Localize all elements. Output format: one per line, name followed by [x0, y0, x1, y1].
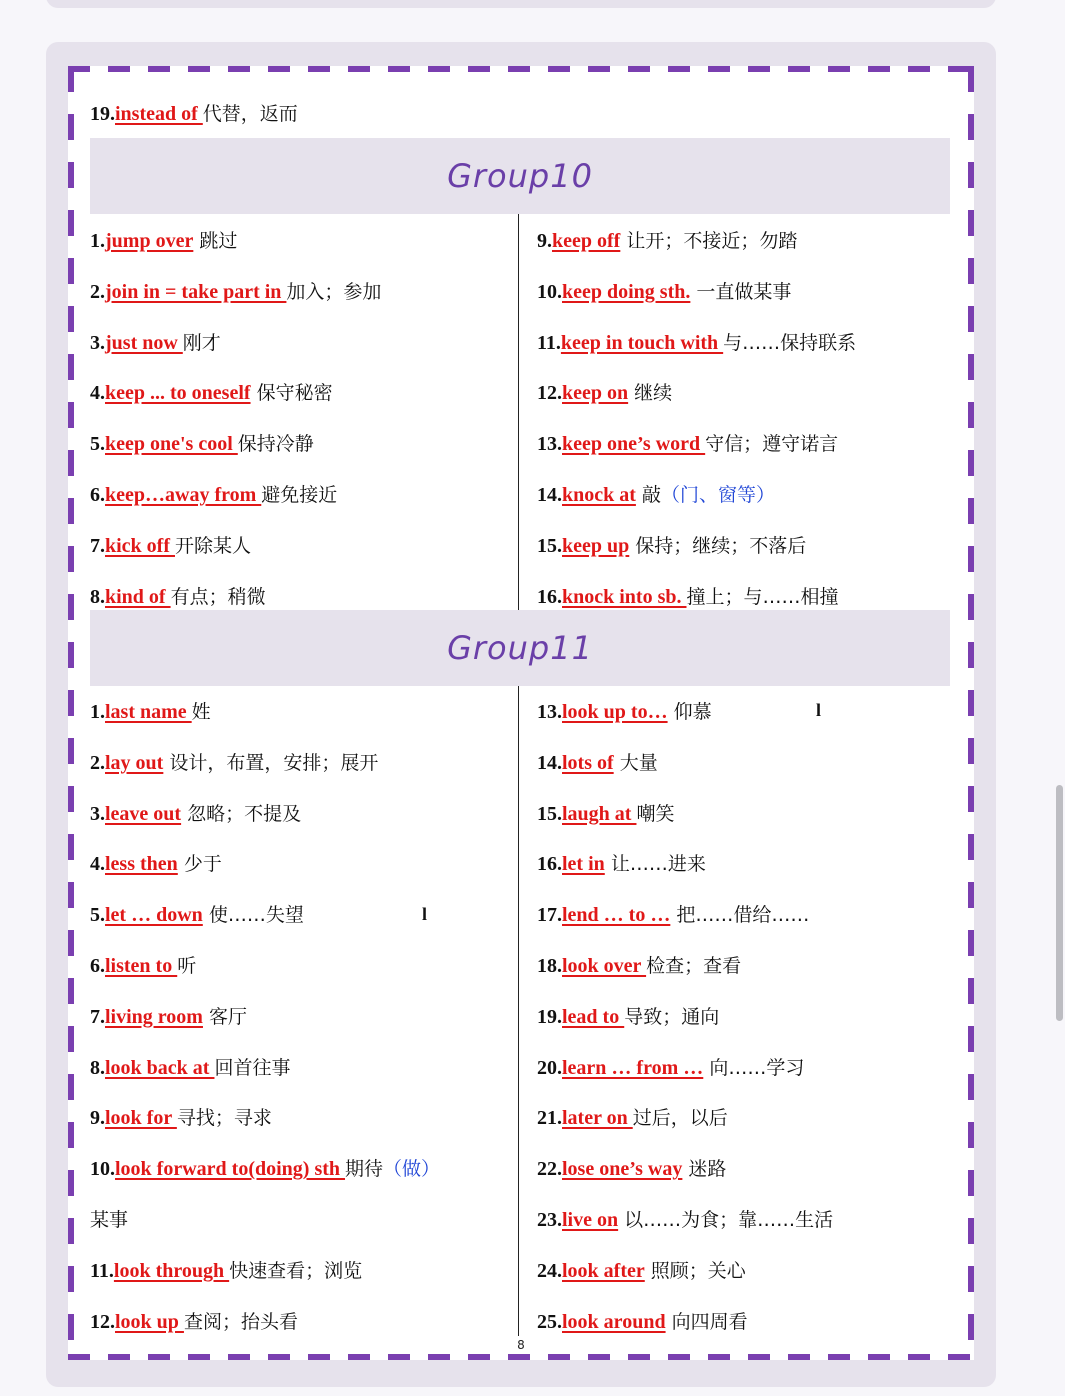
item-number: 12. [537, 382, 562, 405]
item-meaning: 期待 [345, 1158, 384, 1181]
dashed-border-left [68, 66, 74, 1360]
item-meaning: 代替，返而 [202, 103, 298, 125]
vocab-entry [90, 1157, 440, 1181]
item-number: 18. [537, 955, 562, 977]
vocab-entry [537, 1056, 804, 1080]
item-phrase: lend … to … [562, 904, 671, 927]
group10-title: Group10 [447, 157, 593, 195]
item-meaning: 快速查看；浏览 [229, 1259, 363, 1282]
item-number: 17. [537, 904, 562, 927]
vocab-entry [537, 852, 706, 876]
vocab-entry [90, 534, 251, 558]
vocab-entry [537, 381, 672, 405]
item-meaning: 守信；遵守诺言 [705, 433, 839, 456]
vocab-entry [537, 229, 797, 253]
item-meaning: 避免接近 [261, 484, 338, 506]
item-phrase: just now [105, 331, 183, 354]
vocab-entry [537, 585, 839, 609]
item-number: 2. [90, 280, 105, 303]
item-meaning: 保持；继续；不落后 [629, 534, 807, 557]
item-number: 4. [90, 853, 105, 876]
item-phrase: lose one’s way [562, 1158, 683, 1181]
vocab-entry [90, 585, 266, 609]
vocab-entry [90, 1005, 247, 1029]
vocab-entry [537, 534, 806, 558]
vocab-entry [90, 751, 378, 775]
vocab-entry [90, 1310, 298, 1334]
item-meaning: 大量 [613, 751, 658, 774]
item-number: 9. [537, 230, 552, 252]
item-meaning: 一直做某事 [690, 280, 792, 303]
item-phrase: less then [105, 853, 178, 876]
item-meaning: 以……为食；靠……生活 [618, 1209, 834, 1231]
item-meaning: 忽略；不提及 [181, 802, 302, 825]
vocab-entry [537, 1310, 748, 1334]
item-phrase: join in = take part in [105, 280, 287, 303]
item-number: 25. [537, 1310, 562, 1333]
vocab-entry [537, 1259, 746, 1283]
item-phrase: keep ... to oneself [105, 382, 251, 405]
item-phrase: laugh at [562, 802, 637, 825]
item-number: 5. [90, 433, 105, 456]
item-number: 19. [537, 1005, 562, 1028]
vocab-entry [90, 1056, 290, 1080]
vocab-entry [90, 903, 304, 927]
vocab-entry [90, 229, 237, 253]
dashed-border-top [68, 66, 974, 72]
vocab-entry [537, 1208, 833, 1232]
vocab-entry [537, 432, 838, 456]
item-meaning: 向四周看 [665, 1310, 748, 1333]
item-number: 6. [90, 955, 105, 977]
page-number: 8 [517, 1338, 525, 1352]
item-number: 4. [90, 382, 105, 405]
item-meaning: 查阅；抬头看 [183, 1310, 298, 1333]
item-meaning: 检查；查看 [646, 955, 742, 977]
item-number: 15. [537, 802, 562, 825]
item-meaning: 向……学习 [703, 1056, 805, 1079]
item-number: 11. [90, 1259, 114, 1282]
item-number: 8. [90, 1056, 105, 1079]
item-phrase: kind of [105, 585, 171, 608]
item-number: 1. [90, 701, 105, 723]
item-phrase: lots of [562, 751, 614, 774]
item-meaning: 导致；通向 [624, 1005, 720, 1028]
group11-title: Group11 [447, 629, 593, 667]
item-phrase: jump over [105, 230, 194, 252]
item-number: 16. [537, 853, 562, 876]
item-phrase: listen to [105, 955, 178, 977]
item-phrase: look around [562, 1310, 666, 1333]
item-phrase: keep one's cool [105, 433, 238, 456]
item-phrase: later on [562, 1107, 633, 1130]
item-number: 7. [90, 534, 105, 557]
item-phrase: look after [562, 1259, 645, 1282]
item-number: 14. [537, 484, 562, 506]
item-meaning: 加入；参加 [286, 280, 382, 303]
item-phrase: keep on [562, 382, 629, 405]
vocab-entry [90, 483, 337, 507]
item-meaning: 继续 [628, 382, 673, 405]
item-phrase: keep…away from [105, 484, 262, 506]
vocabulary-page [68, 66, 974, 1360]
item-number: 13. [537, 433, 562, 456]
item-phrase: let in [562, 853, 605, 876]
vocab-entry [537, 1005, 719, 1029]
item-meaning: 敲 [635, 484, 661, 506]
item-meaning: 听 [177, 955, 197, 977]
item-meaning: 有点；稍微 [170, 585, 266, 608]
item-phrase: knock into sb. [562, 585, 687, 608]
item-meaning: 姓 [191, 701, 211, 723]
item-meaning: 嘲笑 [636, 802, 675, 825]
item-number: 12. [90, 1310, 115, 1333]
vocab-entry [537, 1157, 726, 1181]
group10-header [90, 138, 950, 214]
vocab-entry [537, 280, 791, 304]
item-meaning: 少于 [177, 853, 222, 876]
item-phrase: keep one’s word [562, 433, 706, 456]
item-meaning: 让……进来 [604, 853, 706, 876]
item-note: （做） [383, 1158, 441, 1181]
item-phrase: keep up [562, 534, 630, 557]
item-phrase: lay out [105, 751, 164, 774]
item-phrase: leave out [105, 802, 182, 825]
vocab-entry [90, 381, 333, 405]
item-phrase: knock at [562, 484, 636, 506]
item-meaning: 与……保持联系 [723, 331, 857, 354]
item-number: 14. [537, 751, 562, 774]
vocab-entry [90, 1259, 362, 1283]
group11-column-divider [518, 686, 519, 1336]
vocab-entry [537, 331, 856, 355]
stray-mark: l [816, 700, 822, 720]
item-phrase: learn … from … [562, 1056, 704, 1079]
item-meaning: 跳过 [193, 230, 238, 252]
item-meaning: 使……失望 [202, 904, 304, 927]
item-phrase: kick off [105, 534, 175, 557]
vocab-entry [537, 751, 658, 775]
item-phrase: lead to [562, 1005, 625, 1028]
vocab-entry [90, 280, 381, 304]
scrollbar-thumb[interactable] [1056, 785, 1063, 1021]
item-number: 10. [537, 280, 562, 303]
item-phrase: let … down [105, 904, 203, 927]
item-phrase: last name [105, 701, 192, 723]
item-number: 2. [90, 751, 105, 774]
item-meaning: 迷路 [682, 1158, 727, 1181]
vocab-entry [537, 802, 674, 826]
item-phrase: keep in touch with [560, 331, 724, 354]
intro-item [90, 102, 298, 126]
vocab-entry [90, 954, 196, 978]
item-number: 23. [537, 1209, 562, 1231]
stray-mark: l [422, 904, 428, 924]
item-phrase: live on [562, 1209, 619, 1231]
item-meaning: 寻找；寻求 [176, 1107, 272, 1130]
item-number: 21. [537, 1107, 562, 1130]
item-phrase: look up [115, 1310, 184, 1333]
item-number: 20. [537, 1056, 562, 1079]
item-number: 7. [90, 1005, 105, 1028]
vocab-entry [90, 1106, 272, 1130]
item-number: 5. [90, 904, 105, 927]
item-meaning: 回首往事 [214, 1056, 291, 1079]
item-number: 1. [90, 230, 105, 252]
vocab-entry [90, 331, 221, 355]
vocab-entry [90, 802, 301, 826]
item-number: 15. [537, 534, 562, 557]
vocab-entry [537, 954, 741, 978]
item-number: 3. [90, 331, 105, 354]
item-number: 9. [90, 1107, 105, 1130]
item-phrase: look for [105, 1107, 177, 1130]
item-meaning: 客厅 [202, 1005, 248, 1028]
item-phrase: living room [105, 1005, 203, 1028]
item-meaning: 设计，布置，安排；展开 [163, 751, 379, 774]
vocab-entry [537, 483, 775, 507]
item-meaning: 刚才 [182, 331, 221, 354]
item-meaning: 保持冷静 [237, 433, 314, 456]
item-note: （门、窗等） [660, 484, 775, 506]
item-meaning: 保守秘密 [250, 382, 333, 405]
item-number: 11. [537, 331, 561, 354]
item-number: 3. [90, 802, 105, 825]
vocab-entry [90, 1208, 128, 1232]
item-number: 8. [90, 585, 105, 608]
item-phrase: look forward to(doing) sth [115, 1158, 346, 1181]
item-meaning: 某事 [90, 1209, 129, 1231]
item-number: 16. [537, 585, 562, 608]
item-phrase: look up to… [562, 701, 668, 723]
item-phrase: look over [562, 955, 647, 977]
dashed-border-right [968, 66, 974, 1360]
item-phrase: look back at [105, 1056, 215, 1079]
item-meaning: 把……借给…… [670, 904, 810, 927]
vocab-entry [90, 700, 211, 724]
item-phrase: keep doing sth. [562, 280, 691, 303]
item-meaning: 开除某人 [175, 534, 252, 557]
item-meaning: 过后，以后 [632, 1107, 728, 1130]
item-number: 19. [90, 103, 115, 125]
item-phrase: keep off [552, 230, 621, 252]
item-meaning: 仰慕 [667, 701, 712, 723]
item-number: 22. [537, 1158, 562, 1181]
item-meaning: 让开；不接近；勿踏 [620, 230, 798, 252]
item-number: 24. [537, 1259, 562, 1282]
group11-header [90, 610, 950, 686]
vocab-entry [90, 432, 314, 456]
item-number: 10. [90, 1158, 115, 1181]
vocab-entry [537, 700, 712, 724]
item-number: 13. [537, 701, 562, 723]
item-phrase: instead of [115, 103, 203, 125]
previous-page-card [46, 0, 996, 8]
vocab-entry [537, 903, 809, 927]
vocab-entry [90, 852, 222, 876]
item-number: 6. [90, 484, 105, 506]
item-meaning: 照顾；关心 [644, 1259, 746, 1282]
dashed-border-bottom [68, 1354, 974, 1360]
item-phrase: look through [113, 1259, 230, 1282]
group10-column-divider [518, 214, 519, 610]
item-meaning: 撞上；与……相撞 [686, 585, 839, 608]
vocab-entry [537, 1106, 728, 1130]
